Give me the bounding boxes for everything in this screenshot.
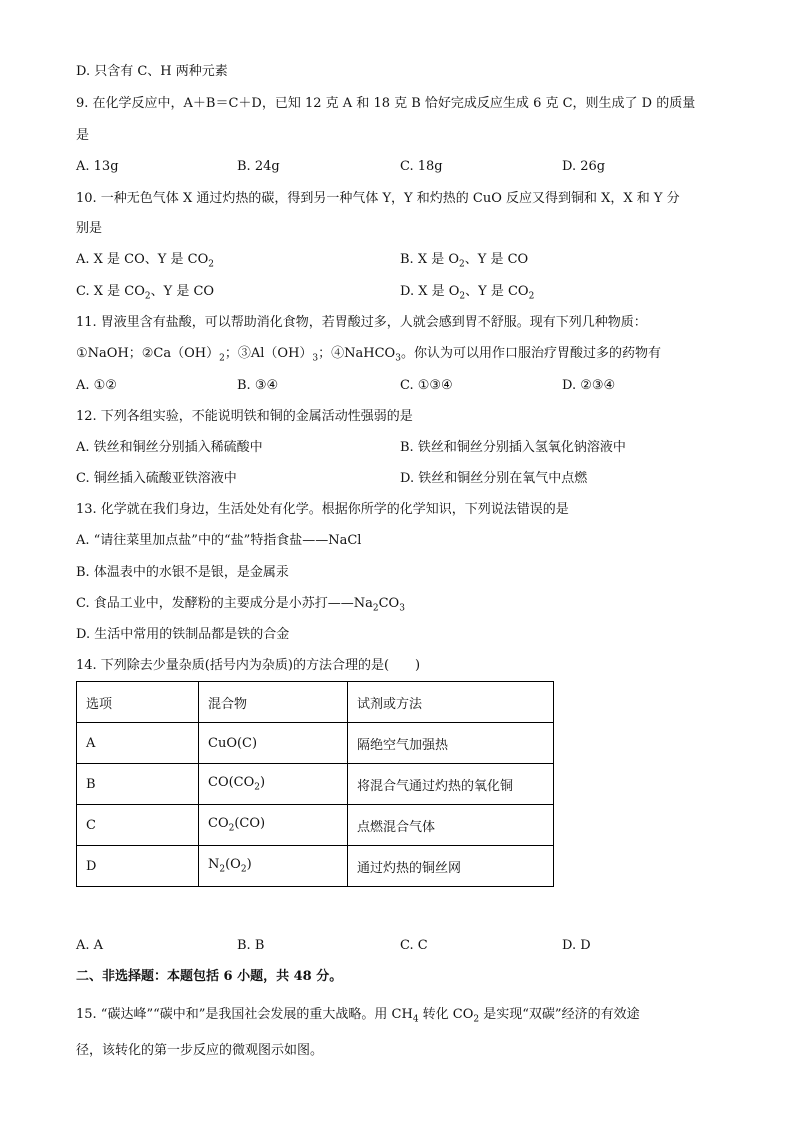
table-cell-option: B — [77, 764, 199, 805]
q14-stem: 14. 下列除去少量杂质(括号内为杂质)的方法合理的是( ) — [76, 658, 421, 673]
q11-substances: ①NaOH；$②Ca(OH)_2$；$③Al(OH)_3$；④NaHCO$_3$。你认为可以用作口服治疗胃酸过多的药物有 — [76, 346, 661, 364]
q13-option-b: B. 体温表中的水银不是银，是金属汞 — [76, 565, 289, 580]
table-row — [77, 805, 554, 846]
q9-stem: 9. 在化学反应中，A＋B＝C＋D，已知 12 克 A 和 18 克 B 恰好完成反应生成 6 克 C，则生成了 D 的质量 — [76, 96, 696, 111]
table-header-cell: 试剂或方法 — [348, 682, 554, 723]
q11-option-c: C. ①③④ — [400, 378, 453, 393]
q10-option-c: C. X 是 $CO_2$、Y 是 CO — [76, 284, 215, 302]
table-cell-method: 隔绝空气加强热 — [348, 723, 554, 764]
q10-stem-cont: 别是 — [76, 221, 103, 236]
q13-option-d: D. 生活中常用的铁制品都是铁的合金 — [76, 627, 290, 642]
table-cell-option: C — [77, 805, 199, 846]
table-cell-option: A — [77, 723, 199, 764]
q15-stem-cont: 径，该转化的第一步反应的微观图示如图。 — [76, 1043, 324, 1058]
q11-option-a: A. ①② — [76, 378, 117, 393]
q11-option-b: B. ③④ — [237, 378, 279, 393]
q14-table — [76, 681, 554, 887]
table-header-cell: 选项 — [77, 682, 199, 723]
q9-option-b: B. 24g — [237, 159, 280, 174]
q10-option-b: B. X 是 $O_2$、Y 是 CO — [400, 252, 529, 270]
q12-option-d: D. 铁丝和铜丝分别在氧气中点燃 — [400, 471, 588, 486]
q10-stem: 10. 一种无色气体 X 通过灼热的碳，得到另一种气体 Y，Y 和灼热的 CuO 反应又得到铜和 X，X 和 Y 分 — [76, 191, 680, 206]
q14-option-d: D. D — [562, 938, 591, 953]
q15-stem: 15. “碳达峰”“碳中和”是我国社会发展的重大战略。用 $CH_4$ 转化 $CO_2$ 是实现“双碳”经济的有效途 — [76, 1007, 640, 1025]
q9-option-d: D. 26g — [562, 159, 606, 174]
q10-option-d: D. X 是 $O_2$、Y 是 $CO_2$ — [400, 284, 535, 302]
table-cell-mixture: $CO_2(CO)$ — [199, 805, 348, 846]
table-cell-option: D — [77, 846, 199, 887]
q13-option-a: A. “请往菜里加点盐”中的“盐”特指食盐——NaCl — [76, 533, 362, 548]
q10-option-a: A. X 是 CO、Y 是 $CO_2$ — [76, 252, 214, 270]
table-header-cell: 混合物 — [199, 682, 348, 723]
table-header-row — [77, 682, 554, 723]
q11-stem: 11. 胃液里含有盐酸，可以帮助消化食物，若胃酸过多，人就会感到胃不舒服。现有下列几种物质： — [76, 315, 647, 330]
q14-option-b: B. B — [237, 938, 265, 953]
q8-option-d: D. 只含有 C、H 两种元素 — [76, 64, 228, 79]
q12-option-c: C. 铜丝插入硫酸亚铁溶液中 — [76, 471, 237, 486]
q9-stem-cont: 是 — [76, 128, 90, 143]
q9-option-a: A. 13g — [76, 159, 119, 174]
table-cell-mixture: $N_2(O_2)$ — [199, 846, 348, 887]
table-row — [77, 764, 554, 805]
q12-option-a: A. 铁丝和铜丝分别插入稀硫酸中 — [76, 440, 263, 455]
q14-option-a: A. A — [76, 938, 104, 953]
table-row — [77, 846, 554, 887]
section-heading: 二、非选择题：本题包括 6 小题，共 48 分。 — [76, 969, 343, 984]
q12-stem: 12. 下列各组实验，不能说明铁和铜的金属活动性强弱的是 — [76, 409, 413, 424]
table-cell-method: 将混合气通过灼热的氧化铜 — [348, 764, 554, 805]
table-row — [77, 723, 554, 764]
table-cell-method: 通过灼热的铜丝网 — [348, 846, 554, 887]
q13-option-c: C. 食品工业中，发酵粉的主要成分是小苏打$——Na_2CO_3$ — [76, 596, 405, 614]
q9-option-c: C. 18g — [400, 159, 443, 174]
q11-option-d: D. ②③④ — [562, 378, 616, 393]
table-cell-mixture: CuO(C) — [199, 723, 348, 764]
q12-option-b: B. 铁丝和铜丝分别插入氢氧化钠溶液中 — [400, 440, 626, 455]
q13-stem: 13. 化学就在我们身边，生活处处有化学。根据你所学的化学知识，下列说法错误的是 — [76, 502, 569, 517]
table-cell-mixture: $CO(CO_2)$ — [199, 764, 348, 805]
q14-option-c: C. C — [400, 938, 428, 953]
table-cell-method: 点燃混合气体 — [348, 805, 554, 846]
